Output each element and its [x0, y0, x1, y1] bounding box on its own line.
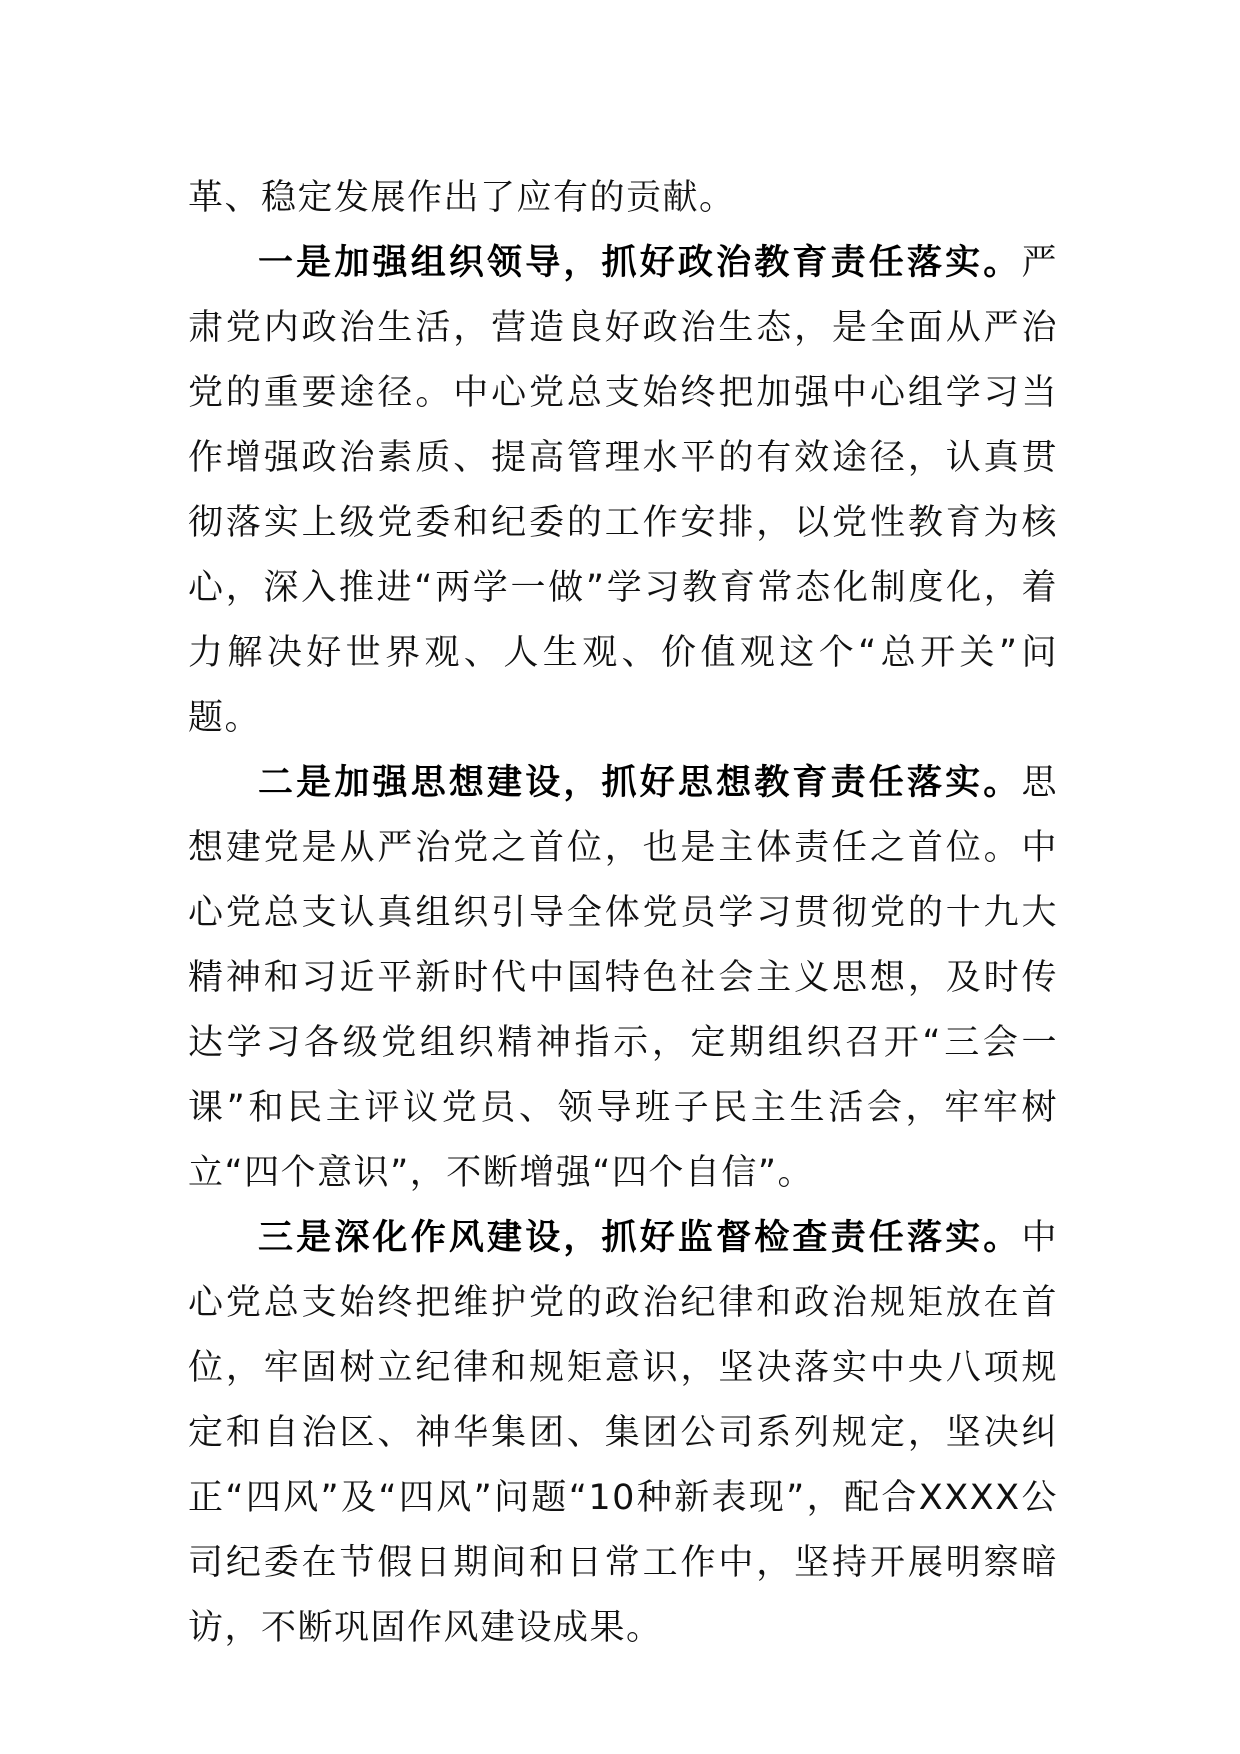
paragraph-body: 严肃党内政治生活，营造良好政治生态，是全面从严治党的重要途径。中心党总支始终把加强中心组学习当作增强政治素质、提高管理水平的有效途径，认真贯彻落实上级党委和纪委的工作安排，以党性教育为核心，深入推进“两学一做”学习教育常态化制度化，着力解决好世界观、人生观、价值观这个“总开关”问题。	[188, 243, 1058, 738]
document-page	[188, 166, 1058, 1661]
paragraph-work-style	[188, 1206, 1058, 1661]
paragraph-heading: 二是加强思想建设，抓好思想教育责任落实。	[258, 763, 1022, 803]
paragraph-body: 思想建党是从严治党之首位，也是主体责任之首位。中心党总支认真组织引导全体党员学习贯彻党的十九大精神和习近平新时代中国特色社会主义思想，及时传达学习各级党组织精神指示，定期组织召开“三会一课”和民主评议党员、领导班子民主生活会，牢牢树立“四个意识”，不断增强“四个自信”。	[188, 763, 1058, 1193]
paragraph-ideological-building	[188, 751, 1058, 1206]
paragraph-body: 中心党总支始终把维护党的政治纪律和政治规矩放在首位，牢固树立纪律和规矩意识，坚决落实中央八项规定和自治区、神华集团、集团公司系列规定，坚决纠正“四风”及“四风”问题“10种新表现”，配合XXXX公司纪委在节假日期间和日常工作中，坚持开展明察暗访，不断巩固作风建设成果。	[188, 1218, 1058, 1648]
paragraph-heading: 一是加强组织领导，抓好政治教育责任落实。	[258, 243, 1022, 283]
paragraph-organization-leadership	[188, 231, 1058, 751]
continuation-paragraph: 革、稳定发展作出了应有的贡献。	[188, 178, 736, 218]
paragraph-heading: 三是深化作风建设，抓好监督检查责任落实。	[258, 1218, 1022, 1258]
